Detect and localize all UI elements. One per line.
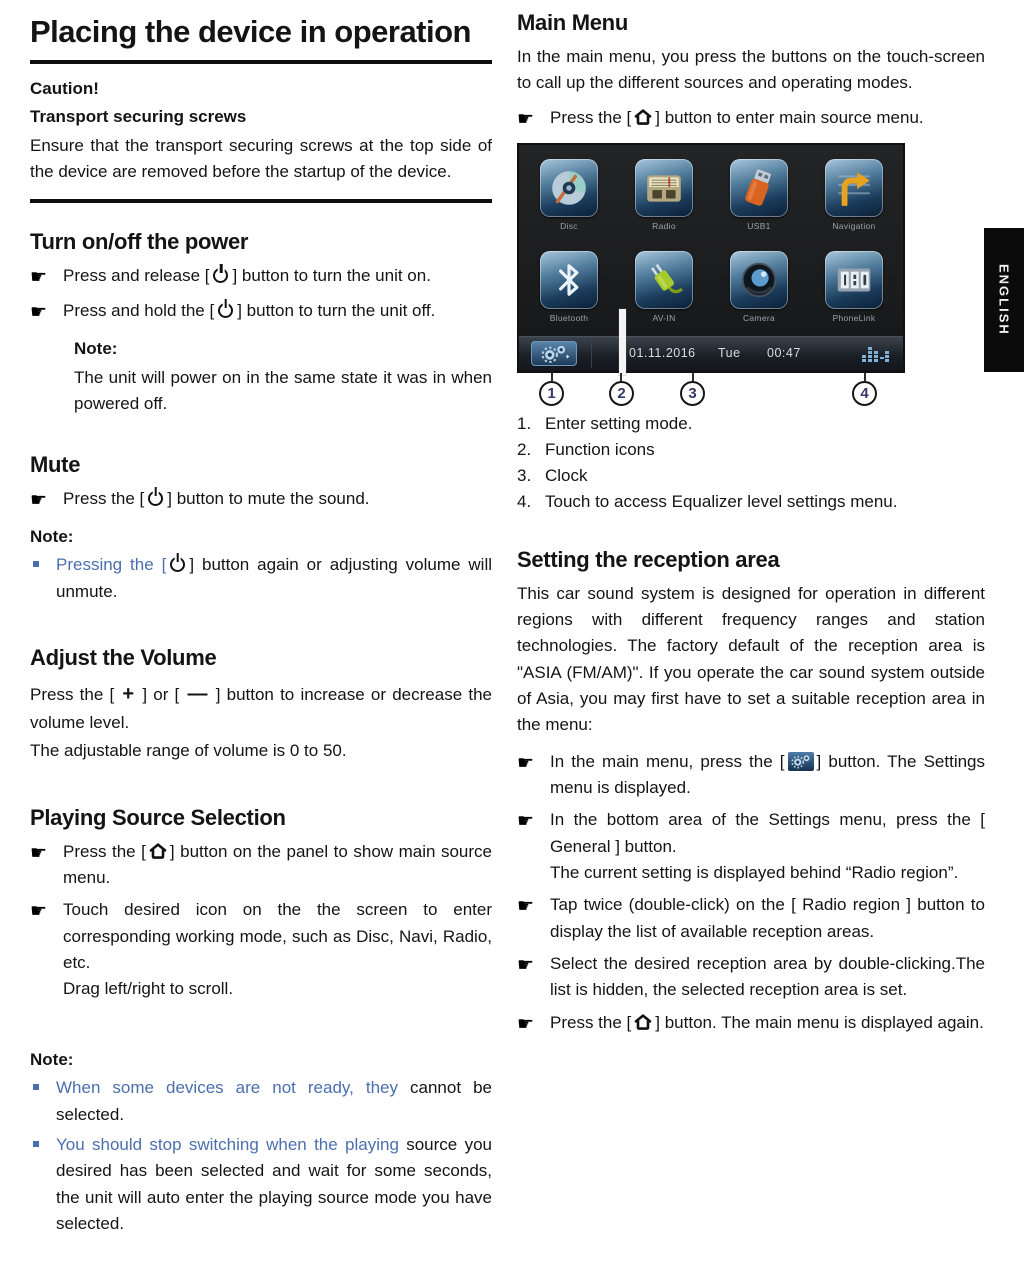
bullet-icon — [30, 1075, 56, 1128]
power-icon — [148, 491, 163, 506]
section-heading-power: Turn on/off the power — [30, 229, 249, 255]
power-icon — [218, 303, 233, 318]
home-icon — [633, 1013, 653, 1031]
app-tile-label: Radio — [652, 221, 676, 232]
legend-item: 3. Clock — [517, 465, 588, 485]
figure-legend — [517, 411, 985, 514]
divider — [30, 199, 492, 203]
instruction-text: Press and release [ ] button to turn the unit on. — [63, 266, 431, 286]
settings-button-icon — [788, 752, 814, 771]
av-in-plug-icon — [643, 259, 685, 301]
instruction-text: Select the desired reception area by double-clicking.The list is hidden, the selected reception area is set. — [550, 954, 985, 1000]
camera-lens-icon — [738, 259, 780, 301]
disc-icon — [548, 167, 590, 209]
page-title: Placing the device in operation — [30, 14, 471, 49]
callout-pointer-line — [619, 309, 626, 375]
reception-intro: This car sound system is designed for operation in different regions with different frequency ranges and station technologies. The factory default of the reception area is "ASIA (FM/AM)". If you operate the car sound system outside of Asia, you may first have to set a suitable reception area in the menu: — [517, 583, 985, 735]
app-tile-phonelink[interactable] — [825, 251, 883, 309]
power-icon — [213, 268, 228, 283]
app-tile-disc[interactable] — [540, 159, 598, 217]
hand-pointer-icon: ☛ — [30, 901, 48, 923]
main-menu-intro: In the main menu, you press the buttons on the touch-screen to call up the different sources and operating modes. — [517, 47, 985, 93]
power-icon — [170, 557, 185, 572]
equalizer-button[interactable] — [860, 343, 892, 370]
caution-body: Ensure that the transport securing screws at the top side of the device are removed before the startup of the device. — [30, 135, 492, 182]
instruction-text: Press the [ ] button to mute the sound. — [63, 488, 370, 508]
note-label: Note: — [30, 527, 74, 547]
app-tile-label: Camera — [742, 313, 776, 324]
instruction-item — [517, 892, 985, 945]
equalizer-icon — [860, 343, 892, 365]
hand-pointer-icon: ☛ — [30, 301, 48, 323]
legend-item: 4. Touch to access Equalizer level settings menu. — [517, 491, 898, 511]
instruction-text: In the main menu, press the [ ] button. The Settings menu is displayed. — [550, 751, 986, 797]
callout-2: 2 — [609, 381, 634, 406]
volume-text: Press the [ + ] or [ — ] button to increase or decrease the volume level. — [30, 683, 492, 733]
note-item — [30, 552, 492, 605]
app-tile-navigation[interactable] — [825, 159, 883, 217]
radio-icon — [643, 167, 685, 209]
instruction-item — [30, 263, 492, 292]
hand-pointer-icon: ☛ — [517, 896, 535, 918]
bullet-icon — [30, 552, 56, 605]
clock-time[interactable]: 00:47 — [767, 346, 801, 361]
phonelink-icon — [833, 259, 875, 301]
app-tile-camera[interactable] — [730, 251, 788, 309]
caution-label: Caution! — [30, 79, 99, 98]
instruction-text: Press the [ ] button. The main menu is displayed again. — [550, 1012, 984, 1032]
callout-connector — [864, 373, 866, 381]
hand-pointer-icon: ☛ — [517, 108, 535, 130]
device-status-bar — [519, 336, 903, 371]
divider — [591, 340, 592, 368]
note-label: Note: — [74, 339, 118, 359]
callout-1: 1 — [539, 381, 564, 406]
note-text: Pressing the [ ] button again or adjusting volume will unmute. — [56, 555, 493, 601]
instruction-item — [30, 839, 492, 892]
settings-button[interactable] — [531, 341, 577, 366]
hand-pointer-icon: ☛ — [30, 267, 48, 289]
hand-pointer-icon: ☛ — [517, 955, 535, 977]
app-tile-label: USB1 — [747, 221, 771, 232]
bluetooth-icon — [548, 259, 590, 301]
app-tile-radio[interactable] — [635, 159, 693, 217]
app-tile-label: Bluetooth — [549, 313, 589, 324]
plus-icon: + — [122, 683, 135, 706]
note-heading: Note: — [30, 1049, 74, 1069]
instruction-text: Press and hold the [ ] button to turn the unit off. — [63, 300, 436, 320]
clock-date[interactable]: 01.11.2016 — [629, 346, 696, 361]
right-column — [517, 10, 985, 1044]
section-heading-source: Playing Source Selection — [30, 804, 286, 830]
legend-item: 1. Enter setting mode. — [517, 414, 693, 434]
instruction-item — [517, 105, 985, 134]
home-icon — [148, 842, 168, 860]
callout-connector — [692, 373, 694, 381]
section-heading-reception: Setting the reception area — [517, 546, 780, 572]
legend-item: 2. Function icons — [517, 440, 655, 460]
note-body: The unit will power on in the same state it was in when powered off. — [74, 367, 492, 414]
navigation-icon — [833, 167, 875, 209]
minus-icon: — — [187, 683, 208, 706]
device-touchscreen — [517, 143, 905, 373]
app-tile-label: PhoneLink — [832, 313, 876, 324]
language-side-tab — [984, 228, 1024, 372]
clock-day[interactable]: Tue — [718, 346, 741, 361]
app-tile-usb1[interactable] — [730, 159, 788, 217]
device-screenshot-figure — [517, 143, 985, 411]
app-tile-label: Navigation — [832, 221, 876, 232]
callout-3: 3 — [680, 381, 705, 406]
app-tile-av-in[interactable] — [635, 251, 693, 309]
app-tile-label: AV-IN — [652, 313, 676, 324]
instruction-item — [517, 807, 985, 886]
bullet-icon — [30, 1132, 56, 1237]
hand-pointer-icon: ☛ — [517, 811, 535, 833]
instruction-text: Press the [ ] button to enter main source menu. — [550, 107, 924, 127]
instruction-item — [30, 486, 492, 515]
instruction-item — [517, 951, 985, 1004]
instruction-text: In the bottom area of the Settings menu, press the [ General ] button. The current setting is displayed behind “Radio region”. — [550, 810, 985, 882]
language-label: ENGLISH — [996, 264, 1012, 336]
left-column — [30, 10, 492, 1241]
instruction-item — [30, 897, 492, 1002]
home-icon — [633, 108, 653, 126]
instruction-item — [517, 749, 985, 802]
instruction-text: Press the [ ] button on the panel to show main source menu. — [63, 841, 492, 888]
note-text: When some devices are not ready, they cannot be selected. — [56, 1078, 492, 1124]
section-heading-mute: Mute — [30, 451, 81, 477]
app-tile-label: Disc — [560, 221, 578, 232]
hand-pointer-icon: ☛ — [30, 842, 48, 864]
divider — [30, 60, 492, 64]
usb-icon — [738, 167, 780, 209]
note-item — [30, 1132, 492, 1237]
app-tile-bluetooth[interactable] — [540, 251, 598, 309]
instruction-item — [517, 1010, 985, 1039]
callout-4: 4 — [852, 381, 877, 406]
instruction-text: Tap twice (double-click) on the [ Radio region ] button to display the list of available reception areas. — [550, 895, 985, 941]
callout-connector — [620, 373, 622, 381]
callout-connector — [551, 373, 553, 381]
note-item — [30, 1075, 492, 1128]
note-text: You should stop switching when the playing source you desired has been selected and wait for some seconds, the unit will auto enter the playing source mode you have selected. — [56, 1134, 492, 1233]
gear-icon — [536, 343, 572, 365]
hand-pointer-icon: ☛ — [517, 1013, 535, 1035]
section-heading-volume: Adjust the Volume — [30, 645, 217, 671]
volume-range-text: The adjustable range of volume is 0 to 50. — [30, 741, 347, 761]
hand-pointer-icon: ☛ — [30, 489, 48, 511]
caution-subtitle: Transport securing screws — [30, 107, 247, 127]
hand-pointer-icon: ☛ — [517, 752, 535, 774]
instruction-text: Touch desired icon on the the screen to enter corresponding working mode, such as Disc, Navi, Radio, etc. Drag left/right to scroll. — [63, 900, 492, 999]
section-heading-main-menu: Main Menu — [517, 10, 628, 35]
instruction-item — [30, 298, 492, 327]
